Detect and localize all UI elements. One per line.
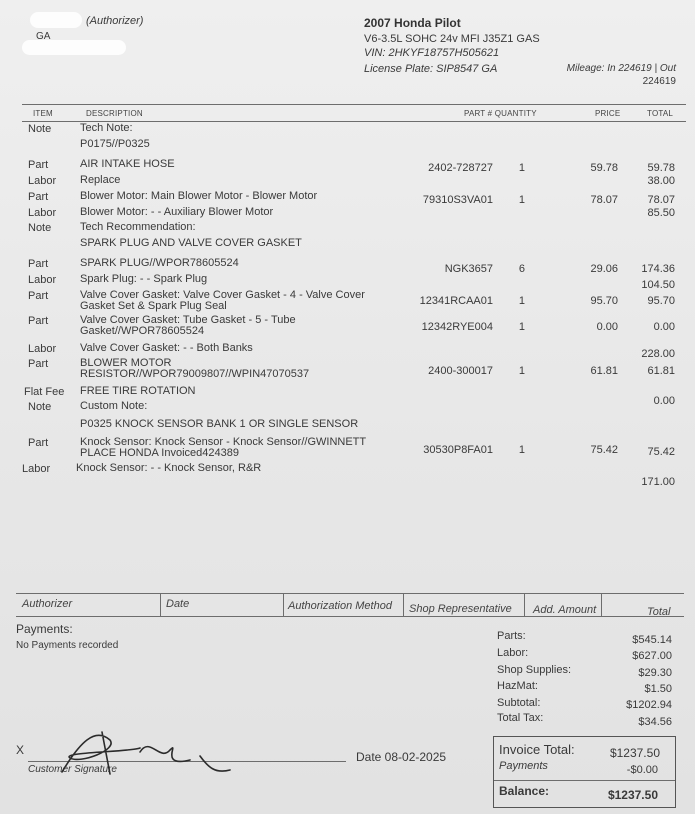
signature-x-mark: X — [16, 743, 25, 757]
balance-value: $1237.50 — [607, 788, 658, 802]
cell-text: 95.70 — [590, 295, 618, 307]
cell-text: Note — [28, 123, 52, 135]
cell-text: Part — [28, 191, 49, 203]
cell-text: Part — [28, 437, 49, 449]
cell-text: 0.00 — [596, 321, 618, 333]
cell-text: 61.81 — [647, 365, 675, 377]
cell-text: Part — [28, 258, 49, 270]
cell-text: Note — [28, 222, 52, 234]
cell-text: Labor — [28, 274, 57, 286]
col-part-qty: PART # QUANTITY — [464, 109, 537, 118]
cell-text: Part — [28, 159, 49, 171]
cell-text: AIR INTAKE HOSE — [80, 158, 175, 170]
cell-text: 95.70 — [647, 295, 675, 307]
redacted-customer-name — [30, 12, 82, 28]
cell-text: Custom Note: — [80, 400, 148, 412]
totals-label: Subtotal: — [497, 697, 541, 709]
signature-label: Customer Signature — [28, 764, 117, 775]
cell-text: FREE TIRE ROTATION — [80, 385, 196, 397]
cell-text: BLOWER MOTOR RESISTOR//WPOR79009807//WPIN47070537 — [80, 357, 310, 380]
cell-text: SPARK PLUG AND VALVE COVER GASKET — [80, 237, 302, 249]
cell-text: NGK3657 — [444, 263, 493, 275]
invoice-total-value: $1237.50 — [609, 746, 660, 760]
cell-text: 0.00 — [653, 321, 675, 333]
cell-text: Labor — [28, 175, 57, 187]
cell-text: 228.00 — [641, 348, 675, 360]
cell-text: 30530P8FA01 — [423, 444, 493, 456]
vehicle-vin: VIN: 2HKYF18757H505621 — [364, 47, 500, 59]
redacted-customer-address — [22, 40, 126, 55]
cell-text: Tech Note: — [80, 122, 133, 134]
totals-label: Total Tax: — [497, 712, 544, 724]
cell-text: 78.07 — [647, 194, 675, 206]
cell-text: Knock Sensor: Knock Sensor - Knock Sensor//GWINNETT PLACE HONDA Invoiced424389 — [80, 436, 366, 459]
cell-text: 104.50 — [641, 279, 675, 291]
cell-text: Knock Sensor: - - Knock Sensor, R&R — [76, 462, 262, 474]
cell-text: Note — [28, 401, 52, 413]
cell-text: 6 — [518, 263, 525, 275]
cell-text: Labor — [22, 463, 51, 475]
auth-col-date: Date — [166, 598, 190, 610]
invoice-payments-value: -$0.00 — [626, 764, 658, 776]
cell-text: 2400-300017 — [428, 365, 493, 377]
mileage-line2: 224619 — [642, 76, 676, 87]
totals-label: HazMat: — [497, 680, 538, 692]
cell-text: 12341RCAA01 — [419, 295, 493, 307]
customer-state: GA — [36, 31, 51, 42]
cell-text: P0325 KNOCK SENSOR BANK 1 OR SINGLE SENSOR — [80, 418, 359, 430]
cell-text: 1 — [518, 444, 525, 456]
totals-value: $545.14 — [632, 634, 672, 646]
cell-text: P0175//P0325 — [80, 138, 150, 150]
cell-text: 59.78 — [647, 162, 675, 174]
cell-text: Blower Motor: Main Blower Motor - Blower Motor — [80, 190, 318, 202]
cell-text: Valve Cover Gasket: Tube Gasket - 5 - Tube Gasket//WPOR78605524 — [80, 314, 296, 337]
cell-text: 38.00 — [647, 175, 675, 187]
payments-none: No Payments recorded — [16, 640, 119, 651]
cell-text: Valve Cover Gasket: Valve Cover Gasket - 4 - Valve Cover Gasket Set & Spark Plug Seal — [80, 289, 365, 312]
cell-text: 79310S3VA01 — [422, 194, 493, 206]
invoice-payments-label: Payments — [499, 760, 548, 772]
cell-text: Part — [28, 290, 49, 302]
cell-text: 1 — [518, 162, 525, 174]
totals-value: $627.00 — [632, 650, 672, 662]
signature-date: Date 08-02-2025 — [356, 750, 447, 764]
cell-text: 59.78 — [590, 162, 618, 174]
cell-text: 85.50 — [647, 207, 675, 219]
col-price: PRICE — [595, 109, 621, 118]
cell-text: 1 — [518, 321, 525, 333]
totals-value: $29.30 — [638, 667, 672, 679]
cell-text: 174.36 — [641, 263, 675, 275]
cell-text: Part — [28, 358, 49, 370]
col-description: DESCRIPTION — [86, 109, 143, 118]
totals-label: Parts: — [497, 630, 526, 642]
totals-value: $34.56 — [638, 716, 672, 728]
cell-text: 0.00 — [653, 395, 675, 407]
cell-text: 171.00 — [641, 476, 675, 488]
totals-label: Shop Supplies: — [497, 664, 571, 676]
auth-col-total: Total — [647, 606, 671, 618]
cell-text: 2402-728727 — [428, 162, 493, 174]
auth-col-rep: Shop Representative — [409, 603, 512, 615]
col-total: TOTAL — [647, 109, 674, 118]
totals-label: Labor: — [497, 647, 529, 659]
cell-text: SPARK PLUG//WPOR78605524 — [80, 257, 239, 269]
handwritten-signature — [40, 722, 240, 782]
col-item: ITEM — [33, 109, 53, 118]
vehicle-engine: V6-3.5L SOHC 24v MFI J35Z1 GAS — [364, 33, 540, 45]
cell-text: 75.42 — [647, 446, 675, 458]
cell-text: 1 — [518, 295, 525, 307]
vehicle-title: 2007 Honda Pilot — [364, 16, 461, 30]
payments-title: Payments: — [16, 622, 73, 636]
balance-label: Balance: — [499, 784, 550, 798]
totals-value: $1202.94 — [626, 699, 672, 711]
cell-text: Blower Motor: - - Auxiliary Blower Motor — [80, 206, 274, 218]
cell-text: Valve Cover Gasket: - - Both Banks — [80, 342, 253, 354]
cell-text: Part — [28, 315, 49, 327]
auth-col-add-amount: Add. Amount — [533, 604, 597, 616]
cell-text: Labor — [28, 343, 57, 355]
cell-text: 1 — [518, 365, 525, 377]
totals-value: $1.50 — [644, 683, 672, 695]
cell-text: Labor — [28, 207, 57, 219]
vehicle-plate: License Plate: SIP8547 GA — [364, 63, 498, 75]
cell-text: Replace — [80, 174, 121, 186]
cell-text: Flat Fee — [24, 386, 65, 398]
invoice-total-label: Invoice Total: — [499, 742, 575, 757]
cell-text: 78.07 — [590, 194, 618, 206]
cell-text: 61.81 — [590, 365, 618, 377]
cell-text: 29.06 — [590, 263, 618, 275]
cell-text: Spark Plug: - - Spark Plug — [80, 273, 208, 285]
auth-col-method: Authorization Method — [288, 600, 392, 612]
cell-text: 12342RYE004 — [421, 321, 493, 333]
customer-role-label: (Authorizer) — [86, 15, 144, 27]
cell-text: Tech Recommendation: — [80, 221, 196, 233]
mileage-line1: Mileage: In 224619 | Out — [566, 63, 676, 74]
cell-text: 1 — [518, 194, 525, 206]
auth-col-authorizer: Authorizer — [22, 598, 73, 610]
cell-text: 75.42 — [590, 444, 618, 456]
